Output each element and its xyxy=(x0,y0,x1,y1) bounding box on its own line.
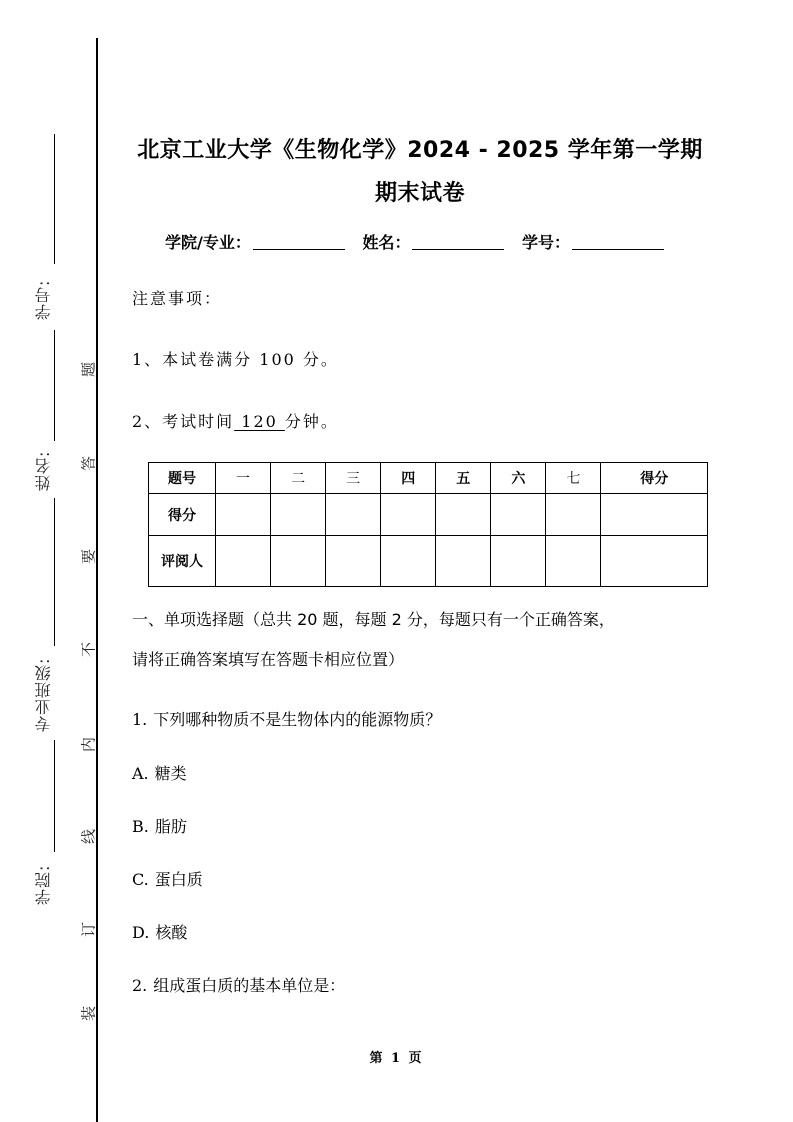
grader-cell[interactable] xyxy=(601,536,708,587)
notice-item-2-prefix: 2、考试时间 xyxy=(132,412,235,431)
option-a xyxy=(132,761,187,784)
notice-item-2-suffix: 分钟。 xyxy=(284,412,339,431)
margin-label-college: 学院: xyxy=(34,864,53,906)
option-label: C. xyxy=(132,870,149,889)
seal-char: 不 xyxy=(79,642,98,658)
section-heading xyxy=(132,600,712,680)
seal-char: 要 xyxy=(79,549,98,565)
option-c xyxy=(132,867,203,890)
seal-char: 内 xyxy=(79,737,98,753)
page-number: 第 1 页 xyxy=(369,1051,424,1066)
row-label: 得分 xyxy=(149,494,216,536)
question-2 xyxy=(132,973,345,996)
header-cell: 四 xyxy=(381,463,436,494)
notices-heading: 注意事项： xyxy=(132,289,223,308)
score-table-row xyxy=(149,536,708,587)
seal-char: 题 xyxy=(79,362,98,378)
question-number: 1. xyxy=(132,710,148,729)
student-info-line xyxy=(165,230,676,253)
score-cell[interactable] xyxy=(326,494,381,536)
question-number: 2. xyxy=(132,976,148,995)
header-cell: 一 xyxy=(216,463,271,494)
score-cell[interactable] xyxy=(436,494,491,536)
notice-item-1: 1、本试卷满分 100 分。 xyxy=(132,350,339,369)
header-cell: 二 xyxy=(271,463,326,494)
option-label: A. xyxy=(132,764,149,783)
option-b xyxy=(132,814,187,837)
score-table xyxy=(148,462,708,587)
section-heading-line-2: 请将正确答案填写在答题卡相应位置） xyxy=(132,650,405,669)
notice-item-2 xyxy=(132,409,339,432)
option-d xyxy=(132,920,187,943)
seal-char: 订 xyxy=(79,922,98,938)
option-text: 脂肪 xyxy=(154,817,187,836)
question-text: 组成蛋白质的基本单位是： xyxy=(153,976,346,995)
header-cell: 三 xyxy=(326,463,381,494)
student-id-underline xyxy=(54,134,55,264)
grader-cell[interactable] xyxy=(546,536,601,587)
margin-label-name: 姓名: xyxy=(34,450,53,492)
option-text: 糖类 xyxy=(154,764,187,783)
section-heading-line-1: 一、单项选择题（总共 20 题，每题 2 分，每题只有一个正确答案， xyxy=(132,610,615,629)
grader-cell[interactable] xyxy=(436,536,491,587)
info-label-name: 姓名： xyxy=(362,233,411,252)
option-label: B. xyxy=(132,817,149,836)
score-cell[interactable] xyxy=(381,494,436,536)
exam-duration-value: 120 xyxy=(234,412,285,431)
exam-title: 北京工业大学《生物化学》2024 - 2025 学年第一学期 xyxy=(137,138,703,163)
seal-char: 线 xyxy=(79,829,98,845)
score-cell[interactable] xyxy=(216,494,271,536)
score-cell[interactable] xyxy=(491,494,546,536)
question-1 xyxy=(132,707,441,730)
grader-cell[interactable] xyxy=(326,536,381,587)
name-underline xyxy=(54,498,55,646)
score-cell[interactable] xyxy=(546,494,601,536)
score-cell[interactable] xyxy=(601,494,708,536)
exam-subtitle: 期末试卷 xyxy=(374,181,465,206)
header-cell: 七 xyxy=(546,463,601,494)
grader-cell[interactable] xyxy=(216,536,271,587)
option-text: 核酸 xyxy=(155,923,188,942)
header-cell: 六 xyxy=(491,463,546,494)
name-field[interactable] xyxy=(412,235,504,250)
college-major-field[interactable] xyxy=(253,235,345,250)
grader-cell[interactable] xyxy=(491,536,546,587)
score-cell[interactable] xyxy=(271,494,326,536)
option-text: 蛋白质 xyxy=(154,870,203,889)
seal-char: 装 xyxy=(79,1006,98,1022)
info-label-student-id: 学号： xyxy=(522,233,571,252)
name-underline-top xyxy=(54,330,55,441)
header-cell: 题号 xyxy=(149,463,216,494)
major-underline xyxy=(54,740,55,852)
margin-label-major-class: 专业班级: xyxy=(34,657,53,733)
info-label-college-major: 学院/专业： xyxy=(165,233,251,252)
student-id-field[interactable] xyxy=(572,235,664,250)
grader-cell[interactable] xyxy=(381,536,436,587)
grader-cell[interactable] xyxy=(271,536,326,587)
header-cell: 得分 xyxy=(601,463,708,494)
binding-line xyxy=(96,38,98,1122)
option-label: D. xyxy=(132,923,150,942)
row-label: 评阅人 xyxy=(149,536,216,587)
header-cell: 五 xyxy=(436,463,491,494)
margin-label-student-id: 学号: xyxy=(34,279,53,321)
score-table-header-row xyxy=(149,463,708,494)
seal-char: 答 xyxy=(79,456,98,472)
question-text: 下列哪种物质不是生物体内的能源物质？ xyxy=(153,710,442,729)
score-table-row xyxy=(149,494,708,536)
